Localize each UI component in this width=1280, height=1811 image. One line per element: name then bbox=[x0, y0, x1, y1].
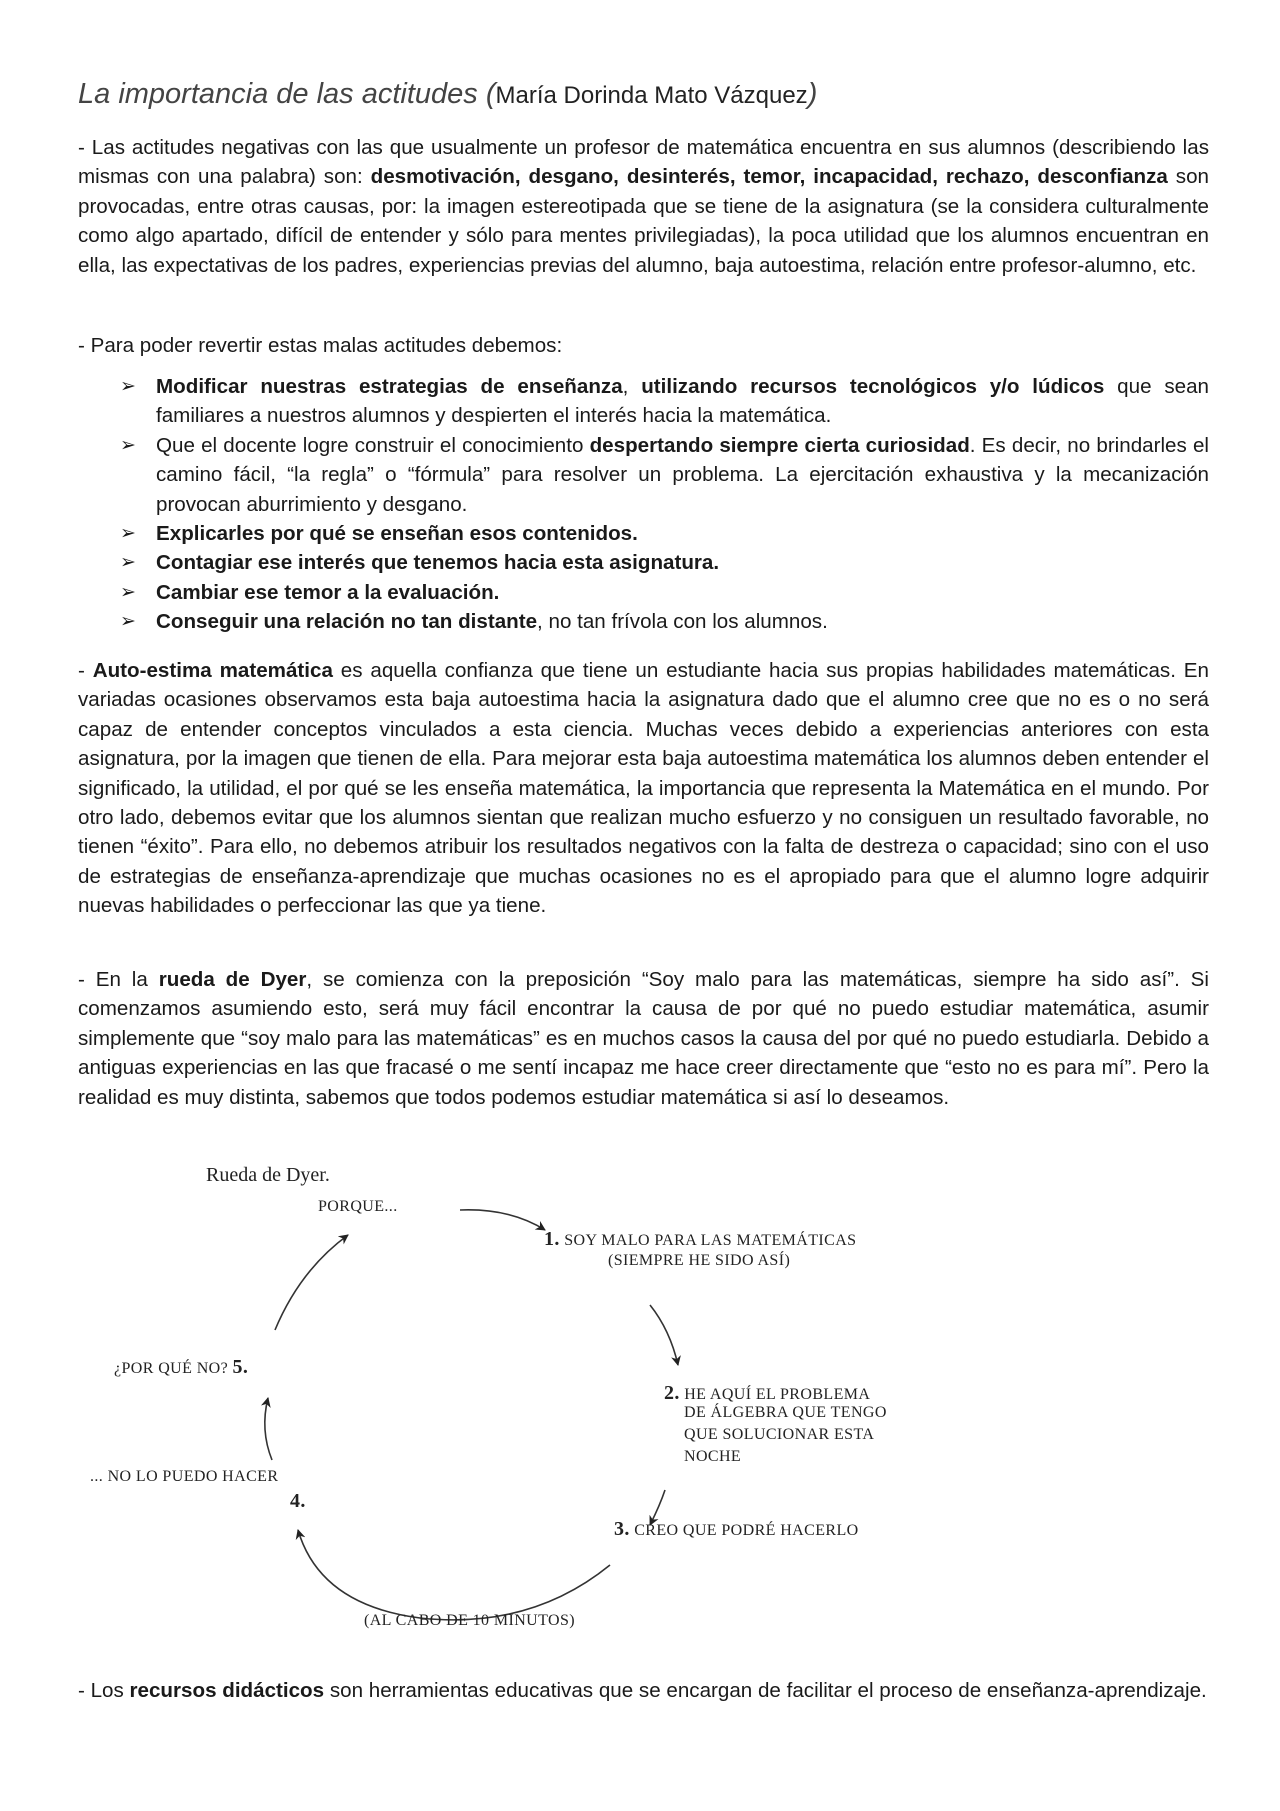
para5-text-b: son herramientas educativas que se encargan de facilitar el proceso de enseñanza-aprendizaje. bbox=[324, 1679, 1207, 1702]
list-item bbox=[78, 548, 1209, 577]
title-main: La importancia de las actitudes bbox=[78, 78, 478, 110]
para4-bold: rueda de Dyer bbox=[158, 968, 307, 991]
arrow-bullet-icon: ➢ bbox=[120, 581, 136, 603]
bullet2-text-b: . Es decir, no brindarles el camino fácil, “la regla” o “fórmula” para resolver un problema. La ejercitación exhaustiva y la mecanización provocan aburrimiento y desgano. bbox=[156, 433, 1209, 516]
step-2 bbox=[664, 1382, 870, 1405]
step-2-number: 2. bbox=[664, 1382, 680, 1404]
bullet1-rest: que sean familiares a nuestros alumnos y despierten el interés hacia la matemática. bbox=[156, 375, 1209, 428]
arrow-3-to-4 bbox=[298, 1530, 610, 1620]
arrow-bullet-icon: ➢ bbox=[120, 434, 136, 456]
paragraph-recursos-didacticos bbox=[78, 1676, 1209, 1705]
step-5-number: 5. bbox=[232, 1356, 249, 1378]
paragraph-auto-estima bbox=[78, 656, 1209, 921]
step-2-line4: NOCHE bbox=[684, 1448, 742, 1465]
para3-text: es aquella confianza que tiene un estudiante hacia sus propias habilidades matemáticas. En variadas ocasiones observamos esta baja autoestima hacia la asignatura dado que el alumno cree que no es o no será capaz de entender conceptos vinculados a esta ciencia. Muchas veces debido a experiencias anteriores con esta asignatura, por la imagen que tienen de ella. Para mejorar esta baja autoestima matemática los alumnos deben entender el significado, la utilidad, el por qué se les enseña matemática, la importancia que representa la Matemática en el mundo. Por otro lado, debemos evitar que los alumnos sientan que realizan mucho esfuerzo y no consiguen un resultado favorable, no tienen “éxito”. Para ello, no debemos atribuir los resultados negativos con la falta de destreza o capacidad; sino con el uso de estrategias de enseñanza-aprendizaje que muchas ocasiones no es el apropiado para que el alumno logre adquirir nuevas habilidades o perfeccionar las que ya tiene. bbox=[78, 659, 1209, 918]
step-1-line1: SOY MALO PARA LAS MATEMÁTICAS bbox=[564, 1232, 857, 1249]
diagram-title: Rueda de Dyer. bbox=[206, 1164, 330, 1186]
para4-text-a: - En la bbox=[78, 968, 159, 991]
para1-text-a: - Las actitudes negativas con las que usualmente un profesor de matemática encuentra en sus alumnos (describiendo las mismas con una palabra) son: bbox=[78, 136, 1209, 189]
arrow-bullet-icon: ➢ bbox=[120, 611, 136, 633]
title-author: María Dorinda Mato Vázquez bbox=[495, 82, 808, 109]
list-item bbox=[78, 578, 1209, 607]
step-4-number: 4. bbox=[290, 1490, 306, 1512]
para3-dash: - bbox=[78, 659, 93, 682]
paragraph-rueda-dyer bbox=[78, 965, 1209, 1112]
paragraph-revert-intro: - Para poder revertir estas malas actitudes debemos: bbox=[78, 334, 563, 357]
para4-text-b: , se comienza con la preposición “Soy malo para las matemáticas, siempre ha sido así”. Si comenzamos asumiendo esto, será muy fácil encontrar la causa de por qué no puedo estudiar matemática, asumir simplemente que “soy malo para las matemáticas” es en muchos casos la causa del por qué no puedo estudiarla. Debido a antiguas experiencias en las que fracasé o me sentí incapaz me hace creer directamente que “esto no es para mí”. Pero la realidad es muy distinta, sabemos que todos podemos estudiar matemática si así lo deseamos. bbox=[78, 968, 1209, 1109]
step-1-line2: (SIEMPRE HE SIDO ASÍ) bbox=[608, 1252, 791, 1269]
bullet2-bold: despertando siempre cierta curiosidad bbox=[589, 433, 970, 457]
para1-text-b: son provocadas, entre otras causas, por: la imagen estereotipada que se tiene de la asignatura (se la considera culturalmente como algo apartado, difícil de entender y sólo para mentes privilegiadas), la poca utilidad que los alumnos encuentran en ella, las expectativas de los padres, experiencias previas del alumno, baja autoestima, relación entre profesor-alumno, etc. bbox=[78, 165, 1209, 277]
title-open-paren: ( bbox=[485, 78, 496, 110]
step-2-line3: QUE SOLUCIONAR ESTA bbox=[684, 1426, 875, 1443]
list-item bbox=[78, 372, 1209, 431]
list-item bbox=[78, 519, 1209, 548]
bullet6-rest: , no tan frívola con los alumnos. bbox=[537, 610, 828, 634]
para1-bold-attitudes: desmotivación, desgano, desinterés, temor, incapacidad, rechazo, desconfianza bbox=[370, 165, 1168, 189]
paragraph-negative-attitudes bbox=[78, 133, 1209, 280]
arrow-bullet-icon: ➢ bbox=[120, 552, 136, 574]
arrow-1-to-2 bbox=[650, 1305, 678, 1365]
document-title bbox=[78, 78, 817, 111]
strategies-list bbox=[78, 372, 1209, 637]
arrow-4-to-5 bbox=[265, 1398, 272, 1460]
para5-bold: recursos didácticos bbox=[129, 1679, 325, 1702]
step-1 bbox=[544, 1228, 856, 1251]
step-2-line1: HE AQUÍ EL PROBLEMA bbox=[684, 1386, 871, 1403]
list-item bbox=[78, 607, 1209, 636]
arrow-bullet-icon: ➢ bbox=[120, 376, 136, 397]
arrow-5-to-porque bbox=[275, 1235, 348, 1330]
bullet4-bold: Contagiar ese interés que tenemos hacia esta asignatura. bbox=[156, 551, 720, 575]
bullet1-sep: , bbox=[622, 375, 642, 398]
bullet1-bold-b: utilizando recursos tecnológicos y/o lúdicos bbox=[641, 375, 1105, 398]
bullet6-bold: Conseguir una relación no tan distante bbox=[156, 610, 538, 634]
bullet5-bold: Cambiar ese temor a la evaluación. bbox=[156, 580, 500, 604]
step-1-number: 1. bbox=[544, 1228, 560, 1250]
step-3 bbox=[614, 1518, 859, 1541]
bullet2-text-a: Que el docente logre construir el conocimiento bbox=[156, 433, 590, 457]
step-5-text: ¿POR QUÉ NO? bbox=[114, 1360, 229, 1377]
step-2-line2: DE ÁLGEBRA QUE TENGO bbox=[684, 1404, 887, 1421]
arrow-bullet-icon: ➢ bbox=[120, 523, 136, 545]
bullet3-bold: Explicarles por qué se enseñan esos contenidos. bbox=[156, 522, 638, 546]
step-3-text: CREO QUE PODRÉ HACERLO bbox=[634, 1522, 859, 1539]
title-close-paren: ) bbox=[807, 78, 818, 110]
arrow-porque-to-1 bbox=[460, 1210, 545, 1230]
step-3-number: 3. bbox=[614, 1518, 630, 1540]
label-porque: PORQUE... bbox=[318, 1198, 398, 1215]
para3-bold: Auto-estima matemática bbox=[92, 659, 333, 682]
list-item bbox=[78, 431, 1209, 519]
bullet1-bold-a: Modificar nuestras estrategias de enseñanza bbox=[156, 375, 623, 398]
step-4-text: ... NO LO PUEDO HACER bbox=[90, 1468, 279, 1485]
dyer-wheel-diagram bbox=[90, 1160, 960, 1660]
label-al-cabo: (AL CABO DE 10 MINUTOS) bbox=[364, 1612, 575, 1629]
para5-text-a: - Los bbox=[78, 1679, 130, 1702]
step-5 bbox=[114, 1356, 248, 1379]
